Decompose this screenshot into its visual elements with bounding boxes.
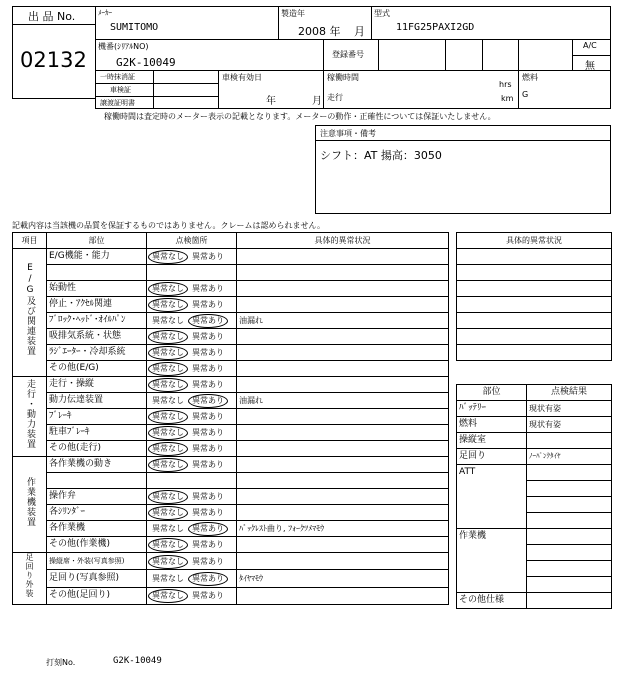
inspection-month-unit: 月 [312, 96, 322, 107]
inspection-row [13, 587, 449, 604]
inspection-status [147, 537, 237, 553]
year-value: 2008 年 [298, 25, 341, 38]
right-detail-cell [457, 297, 612, 313]
col-divider [445, 39, 446, 70]
remarks-divider [315, 140, 611, 141]
inspection-row [13, 265, 449, 281]
inspection-status [147, 409, 237, 425]
workmachine-label: 作業機 [457, 529, 527, 593]
att-cell [527, 497, 612, 513]
inspection-detail [237, 441, 449, 457]
inspection-status [147, 313, 237, 329]
fuel-result-value: 現状有姿 [527, 417, 612, 433]
right-detail-row [457, 345, 612, 361]
work-cell [527, 529, 612, 545]
status-normal: 異常なし [148, 490, 188, 504]
status-abnormal: 異常あり [192, 284, 224, 293]
inspection-place-header: 点検箇所 [147, 233, 237, 249]
hours-unit: hrs [499, 80, 512, 89]
row-divider [572, 55, 611, 56]
inspection-detail-header: 具体的異常状況 [237, 233, 449, 249]
inspection-part: 操作弁 [47, 489, 147, 505]
fuel-value: G [522, 90, 529, 99]
inspection-row [13, 553, 449, 570]
inspection-status [147, 377, 237, 393]
cab-value [527, 433, 612, 449]
inspection-part [47, 473, 147, 489]
inspection-status [147, 297, 237, 313]
inspection-status [147, 587, 237, 604]
inspection-group-label [13, 553, 47, 605]
inspection-detail [237, 281, 449, 297]
inspection-row [13, 457, 449, 473]
km-unit: km [501, 94, 514, 103]
results-row-cab [457, 433, 612, 449]
inspection-detail [237, 457, 449, 473]
inspection-row [13, 570, 449, 587]
col-divider [518, 70, 519, 109]
cert-inspection: 車検証 [110, 86, 131, 94]
status-abnormal: 異常あり [188, 314, 228, 328]
status-abnormal: 異常あり [192, 380, 224, 389]
model-value: 11FG25PAXI2GD [396, 22, 475, 33]
status-normal: 異常なし [148, 458, 188, 472]
status-normal: 異常なし [148, 555, 188, 569]
cab-label: 操縦室 [457, 433, 527, 449]
status-normal: 異常なし [148, 346, 188, 360]
fuel-label: 燃料 [522, 73, 538, 82]
inspection-detail: ﾀｲﾔﾏﾓｳ [237, 570, 449, 587]
inspection-row [13, 281, 449, 297]
inspection-date-label: 車検有効日 [222, 73, 262, 82]
inspection-part: その他(作業機) [47, 537, 147, 553]
status-normal: 異常なし [148, 506, 188, 520]
work-cell [527, 545, 612, 561]
status-abnormal: 異常あり [188, 394, 228, 408]
inspection-part: 停止・ｱｸｾﾙ関連 [47, 297, 147, 313]
inspection-detail [237, 553, 449, 570]
status-abnormal: 異常あり [192, 492, 224, 501]
right-detail-cell [457, 265, 612, 281]
inspection-row [13, 345, 449, 361]
inspection-detail [237, 265, 449, 281]
results-row-fuel [457, 417, 612, 433]
right-detail-cell [457, 329, 612, 345]
inspection-part: 吸排気系統・状態 [47, 329, 147, 345]
att-label: ATT [457, 465, 527, 529]
inspection-group-label [13, 249, 47, 377]
status-abnormal: 異常あり [192, 460, 224, 469]
inspection-part: その他(E/G) [47, 361, 147, 377]
inspection-status [147, 281, 237, 297]
inspection-part [47, 265, 147, 281]
inspection-row [13, 537, 449, 553]
status-normal: 異常なし [148, 589, 188, 603]
results-row-work [457, 529, 612, 545]
status-normal: 異常なし [148, 410, 188, 424]
undercarriage-label: 足回り [457, 449, 527, 465]
inspection-row [13, 473, 449, 489]
inspection-detail [237, 425, 449, 441]
results-table [456, 384, 612, 609]
status-normal: 異常なし [148, 378, 188, 392]
group-name: 足回り外装 [25, 553, 34, 598]
inspection-detail [237, 361, 449, 377]
inspection-detail [237, 345, 449, 361]
inspection-status [147, 345, 237, 361]
inspection-row [13, 441, 449, 457]
status-normal: 異常なし [148, 538, 188, 552]
model-label: 型式 [374, 9, 390, 18]
inspection-detail [237, 297, 449, 313]
cert-transfer: 譲渡証明書 [100, 99, 135, 107]
inspection-header-row [13, 233, 449, 249]
other-spec-label: その他仕様 [457, 593, 527, 609]
inspection-part: 各ｼﾘﾝﾀﾞｰ [47, 505, 147, 521]
row-divider [95, 39, 611, 40]
status-abnormal: 異常あり [188, 522, 228, 536]
status-abnormal: 異常あり [192, 332, 224, 341]
row-divider [95, 96, 218, 97]
right-detail-cell [457, 249, 612, 265]
fuel-result-label: 燃料 [457, 417, 527, 433]
work-cell [527, 577, 612, 593]
inspection-part: 動力伝達装置 [47, 393, 147, 409]
right-detail-cell [457, 313, 612, 329]
year-month-unit: 月 [354, 25, 365, 38]
inspection-detail [237, 489, 449, 505]
right-detail-header: 具体的異常状況 [457, 233, 612, 249]
ac-label: A/C [583, 41, 597, 50]
maker-value: SUMITOMO [110, 22, 159, 33]
stamp-label: 打刻No. [46, 658, 76, 667]
cert-temp-cancel: 一時抹消証 [100, 73, 135, 81]
group-name: 走行・動力装置 [25, 378, 35, 449]
inspection-row [13, 505, 449, 521]
results-part-header: 部位 [457, 385, 527, 401]
inspection-row [13, 297, 449, 313]
registration-label: 登録番号 [332, 50, 364, 59]
inspection-part: 走行・操縦 [47, 377, 147, 393]
status-abnormal: 異常あり [192, 412, 224, 421]
inspection-status [147, 441, 237, 457]
inspection-table [12, 232, 449, 605]
right-detail-row [457, 313, 612, 329]
serial-label: 機番(ｼﾘｱﾙNO) [98, 42, 149, 51]
inspection-status [147, 425, 237, 441]
results-header-row [457, 385, 612, 401]
status-abnormal: 異常あり [192, 252, 224, 261]
meter-notice: 稼働時間は査定時のメーター表示の記載となります。メーターの動作・正確性については保証いたしません。 [104, 112, 496, 121]
inspection-row [13, 377, 449, 393]
status-normal: 異常なし [148, 250, 188, 264]
inspection-status [147, 553, 237, 570]
inspection-part: 始動性 [47, 281, 147, 297]
status-normal: 異常なし [152, 316, 184, 325]
right-detail-header-row [457, 233, 612, 249]
status-abnormal: 異常あり [192, 364, 224, 373]
maker-label: ﾒｰｶｰ [98, 9, 112, 17]
col-divider [482, 39, 483, 70]
inspection-detail: ﾊﾞｯｸﾚｽﾄ曲り, ﾌｫｰｸﾂﾒﾏﾓｳ [237, 521, 449, 537]
status-abnormal: 異常あり [192, 428, 224, 437]
other-spec-value [527, 593, 612, 609]
row-divider [95, 83, 218, 84]
status-normal: 異常なし [148, 426, 188, 440]
inspection-row [13, 249, 449, 265]
remarks-label: 注意事項・備考 [320, 129, 376, 138]
inspection-detail [237, 587, 449, 604]
right-detail-table [456, 232, 612, 361]
status-normal: 異常なし [148, 442, 188, 456]
inspection-item-header: 項目 [13, 233, 47, 249]
inspection-part: 各作業機の動き [47, 457, 147, 473]
inspection-part: 操縦席・外装(写真参照) [47, 553, 147, 570]
right-detail-row [457, 281, 612, 297]
inspection-row [13, 409, 449, 425]
row-divider [95, 70, 611, 71]
inspection-detail: 油漏れ [237, 393, 449, 409]
inspection-group-label [13, 457, 47, 553]
inspection-part: 各作業機 [47, 521, 147, 537]
status-normal: 異常なし [148, 298, 188, 312]
results-row-att [457, 465, 612, 481]
right-detail-row [457, 329, 612, 345]
inspection-row [13, 329, 449, 345]
inspection-detail: 油漏れ [237, 313, 449, 329]
battery-label: ﾊﾞｯﾃﾘｰ [457, 401, 527, 417]
year-label: 製造年 [281, 9, 305, 18]
inspection-row [13, 425, 449, 441]
right-detail-row [457, 265, 612, 281]
status-abnormal: 異常あり [192, 540, 224, 549]
inspection-part: その他(走行) [47, 441, 147, 457]
serial-value: G2K-10049 [116, 56, 176, 69]
inspection-status [147, 570, 237, 587]
results-result-header: 点検結果 [527, 385, 612, 401]
inspection-row [13, 489, 449, 505]
inspection-row [13, 393, 449, 409]
col-divider [518, 39, 519, 70]
col-divider [371, 6, 372, 39]
inspection-status [147, 521, 237, 537]
inspection-status [147, 457, 237, 473]
status-normal: 異常なし [152, 524, 184, 533]
inspection-detail [237, 249, 449, 265]
status-abnormal: 異常あり [192, 556, 224, 566]
inspection-row [13, 521, 449, 537]
inspection-status [147, 265, 237, 281]
inspection-status [147, 329, 237, 345]
ac-value: 無 [585, 61, 595, 72]
inspection-part: ﾌﾞﾚｰｷ [47, 409, 147, 425]
inspection-detail [237, 473, 449, 489]
lot-divider [12, 24, 96, 25]
inspection-part: 駐車ﾌﾞﾚｰｷ [47, 425, 147, 441]
col-divider [218, 70, 219, 109]
status-normal: 異常なし [148, 330, 188, 344]
inspection-row [13, 361, 449, 377]
status-abnormal: 異常あり [192, 444, 224, 453]
att-cell [527, 465, 612, 481]
status-normal: 異常なし [148, 282, 188, 296]
inspection-group-label [13, 377, 47, 457]
col-divider [278, 6, 279, 39]
lot-label: 出 品 No. [28, 10, 76, 23]
inspection-part: ﾌﾞﾛｯｸ･ﾍｯﾄﾞ･ｵｲﾙﾊﾟﾝ [47, 313, 147, 329]
battery-value: 現状有姿 [527, 401, 612, 417]
status-normal: 異常なし [152, 573, 184, 583]
undercarriage-value: ﾉｰﾊﾟﾝｸﾀｲﾔ [527, 449, 612, 465]
status-abnormal: 異常あり [192, 300, 224, 309]
status-abnormal: 異常あり [192, 591, 224, 601]
status-normal: 異常なし [148, 362, 188, 376]
inspection-part-header: 部位 [47, 233, 147, 249]
results-row-undercarriage [457, 449, 612, 465]
status-normal: 異常なし [152, 396, 184, 405]
group-name: E/G及び関連装置 [25, 263, 35, 356]
quality-notice: 記載内容は当該機の品質を保証するものではありません。クレームは認められません。 [12, 221, 325, 230]
right-detail-row [457, 297, 612, 313]
col-divider [153, 70, 154, 109]
inspection-year-unit: 年 [266, 96, 276, 107]
lot-number: 02132 [20, 48, 87, 72]
right-detail-cell [457, 345, 612, 361]
hours-label: 稼働時間 [327, 73, 359, 82]
group-name: 作業機装置 [25, 476, 35, 527]
inspection-status [147, 489, 237, 505]
results-row-other [457, 593, 612, 609]
right-detail-cell [457, 281, 612, 297]
col-divider [323, 39, 324, 109]
inspection-part: ﾗｼﾞｴｰﾀｰ・冷却系統 [47, 345, 147, 361]
inspection-detail [237, 409, 449, 425]
inspection-detail [237, 329, 449, 345]
inspection-status [147, 505, 237, 521]
travel-label: 走行 [327, 93, 343, 102]
right-detail-row [457, 249, 612, 265]
inspection-part: E/G機能・能力 [47, 249, 147, 265]
inspection-row [13, 313, 449, 329]
inspection-status [147, 393, 237, 409]
results-row-battery [457, 401, 612, 417]
inspection-detail [237, 377, 449, 393]
status-abnormal: 異常あり [188, 572, 228, 586]
inspection-status [147, 361, 237, 377]
remarks-text: シフト：AT 揚高：3050 [320, 149, 442, 162]
inspection-status [147, 473, 237, 489]
col-divider [378, 39, 379, 70]
inspection-part: 足回り(写真参照) [47, 570, 147, 587]
inspection-status [147, 249, 237, 265]
work-cell [527, 561, 612, 577]
status-abnormal: 異常あり [192, 508, 224, 517]
inspection-part: その他(足回り) [47, 587, 147, 604]
stamp-value: G2K-10049 [113, 656, 162, 666]
att-cell [527, 481, 612, 497]
att-cell [527, 513, 612, 529]
status-abnormal: 異常あり [192, 348, 224, 357]
inspection-detail [237, 537, 449, 553]
inspection-detail [237, 505, 449, 521]
